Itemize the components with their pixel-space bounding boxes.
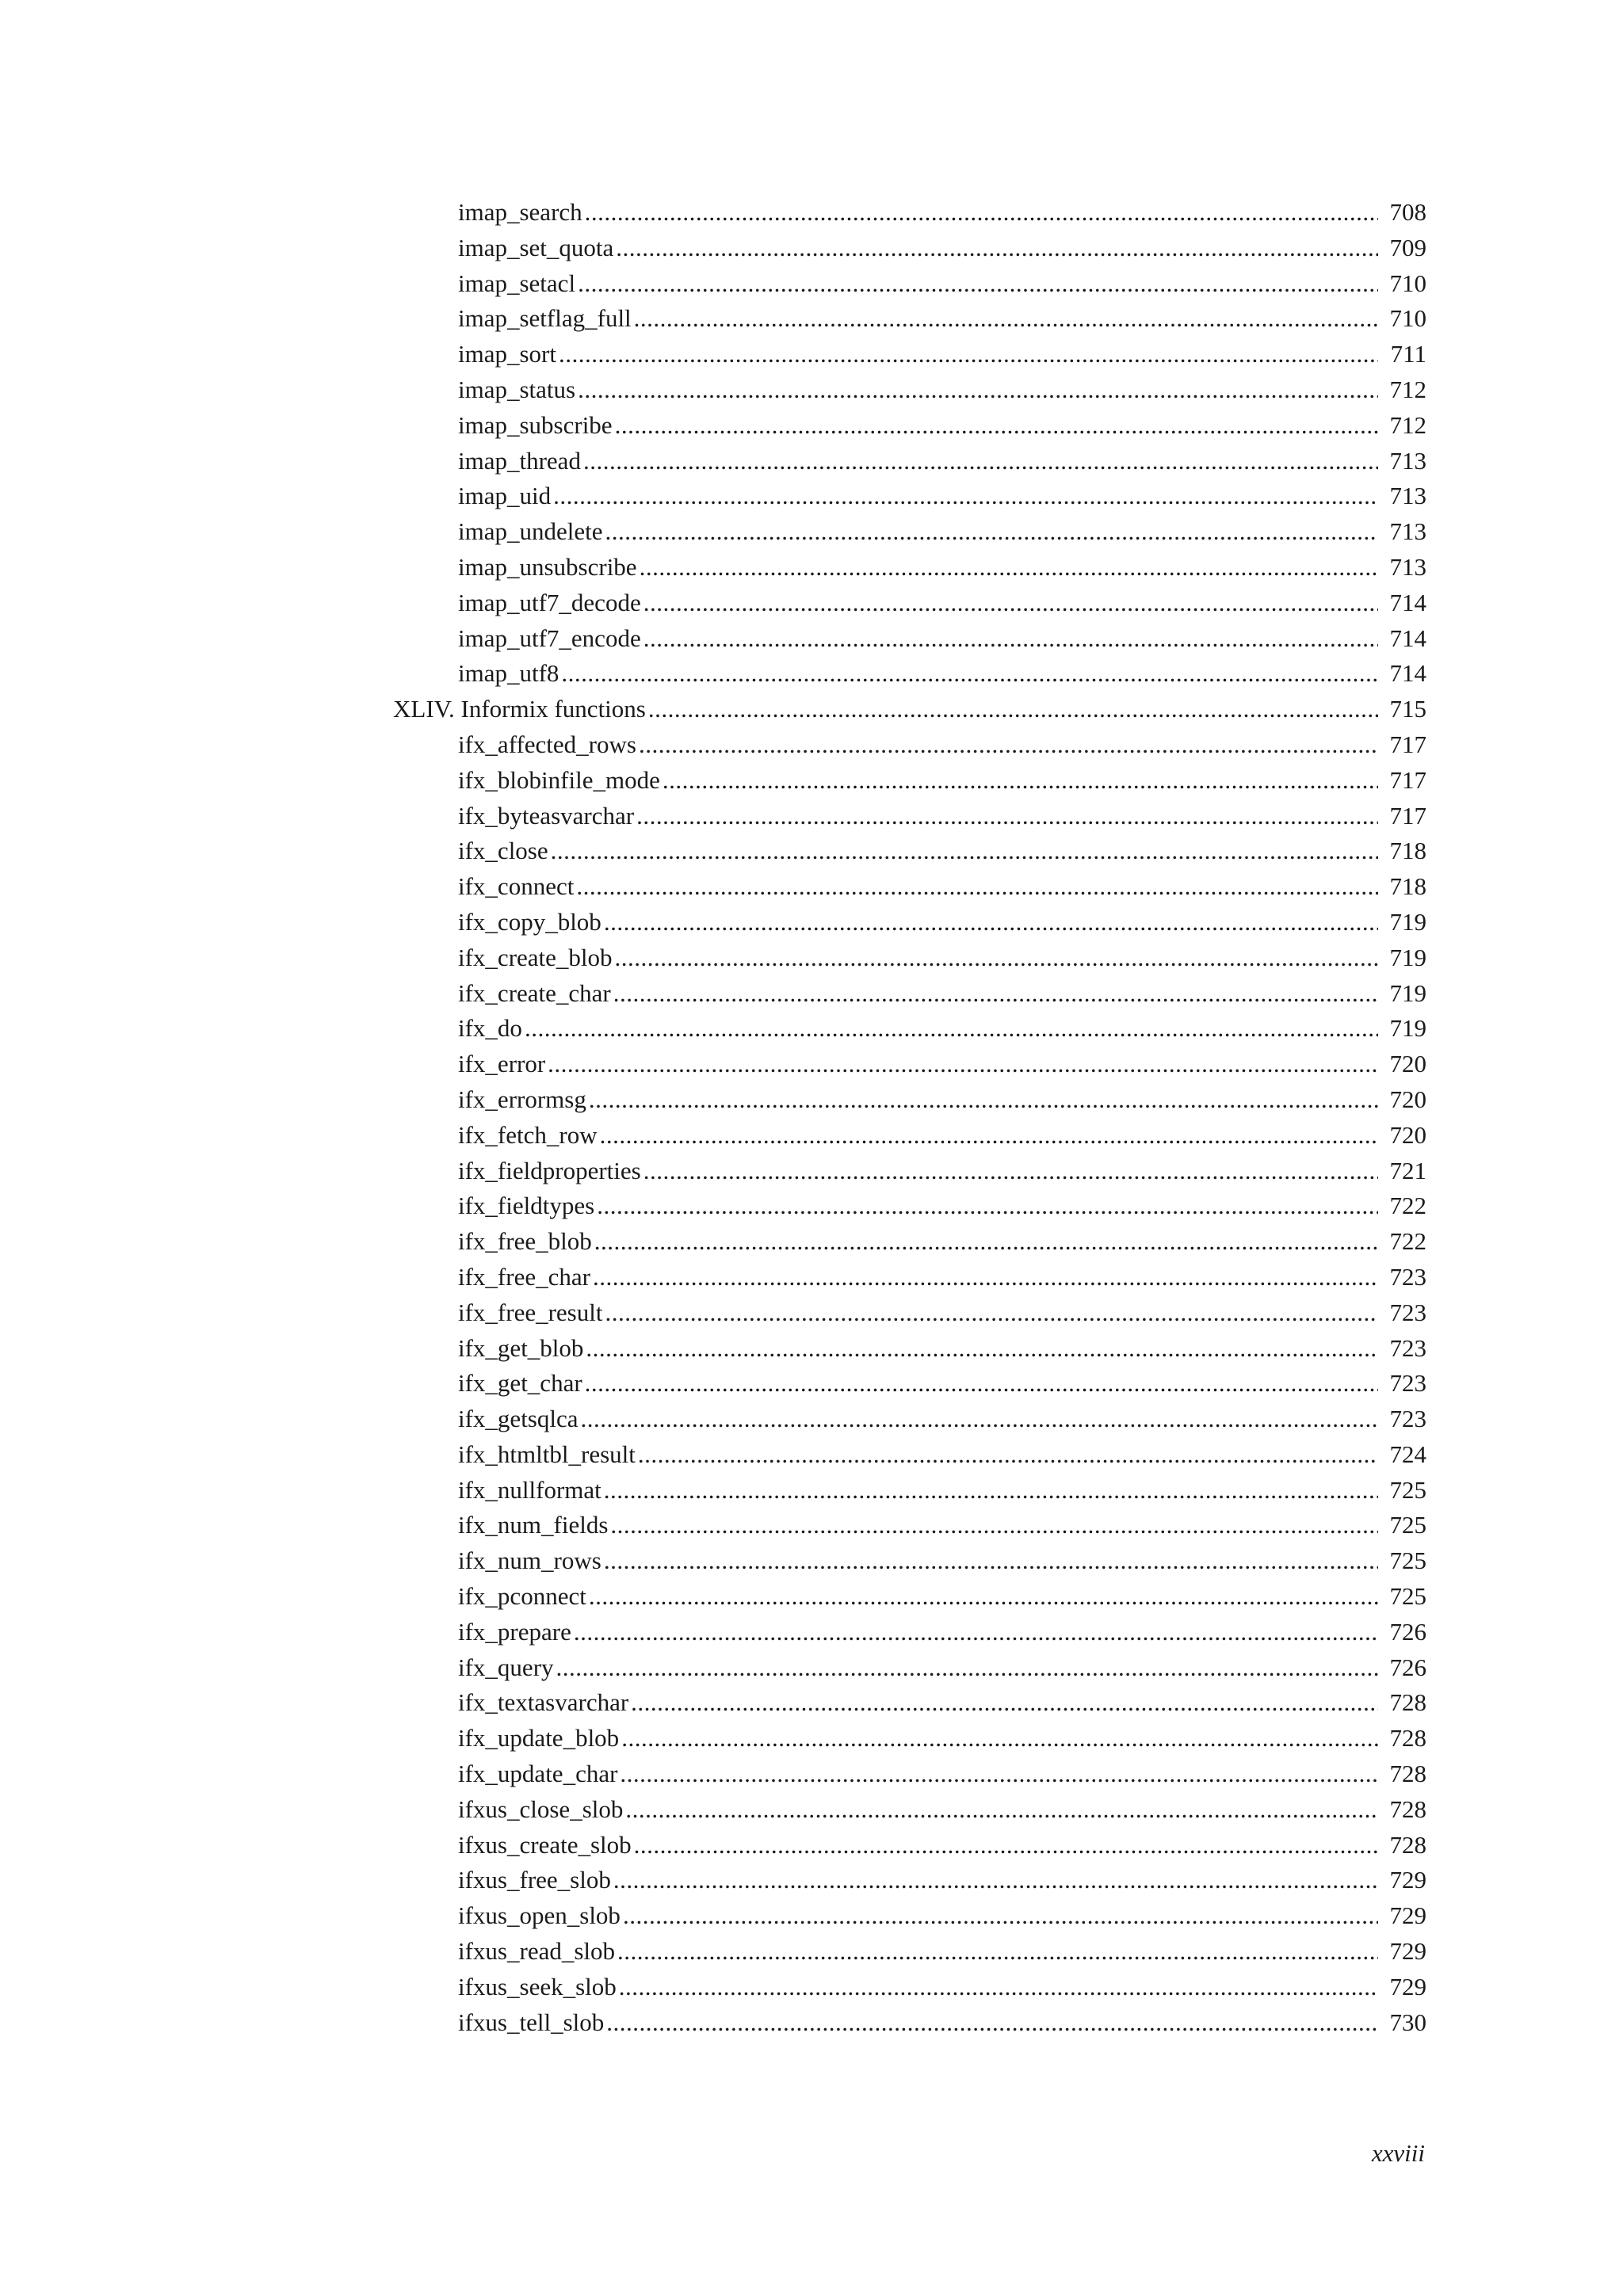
toc-entry-page: 714 bbox=[1389, 659, 1426, 688]
toc-leader-dots bbox=[643, 585, 1378, 621]
toc-entry[interactable] bbox=[0, 1828, 1623, 1863]
toc-leader-dots bbox=[586, 1331, 1378, 1367]
toc-entry-page: 718 bbox=[1389, 872, 1426, 901]
toc-leader-dots bbox=[636, 799, 1378, 834]
toc-entry-label: imap_uid bbox=[458, 482, 552, 510]
page-number: xxviii bbox=[1371, 2139, 1425, 2167]
toc-entry-label: ifx_num_rows bbox=[458, 1547, 601, 1575]
toc-entry[interactable] bbox=[0, 1224, 1623, 1260]
toc-entry-label: ifx_affected_rows bbox=[458, 730, 636, 758]
toc-entry-label: ifx_num_fields bbox=[458, 1511, 609, 1539]
toc-leader-dots bbox=[638, 1437, 1378, 1473]
toc-leader-dots bbox=[613, 976, 1378, 1012]
toc-leader-dots bbox=[578, 372, 1378, 408]
toc-entry-page: 711 bbox=[1390, 340, 1426, 368]
toc-leader-dots bbox=[593, 1260, 1378, 1295]
toc-entry-label: ifxus_tell_slob bbox=[458, 2008, 605, 2036]
toc-leader-dots bbox=[578, 266, 1378, 302]
toc-entry[interactable] bbox=[0, 1118, 1623, 1154]
toc-chapter-entry[interactable] bbox=[0, 692, 1623, 727]
toc-entry-page: 729 bbox=[1389, 1901, 1426, 1930]
toc-leader-dots bbox=[623, 1898, 1378, 1934]
toc-entry-page: 726 bbox=[1389, 1653, 1426, 1681]
toc-leader-dots bbox=[634, 1828, 1378, 1863]
toc-entry-label: ifx_update_char bbox=[458, 1760, 618, 1788]
toc-entry-page: 723 bbox=[1389, 1298, 1426, 1326]
toc-entry[interactable] bbox=[0, 1508, 1623, 1543]
toc-entry[interactable] bbox=[0, 621, 1623, 657]
toc-entry[interactable] bbox=[0, 231, 1623, 266]
toc-entry-page: 719 bbox=[1389, 1014, 1426, 1043]
toc-entry-label: ifx_textasvarchar bbox=[458, 1688, 629, 1717]
toc-entry[interactable] bbox=[0, 1792, 1623, 1828]
toc-entry-page: 719 bbox=[1389, 943, 1426, 971]
toc-entry-label: ifx_close bbox=[458, 837, 548, 865]
toc-entry[interactable] bbox=[0, 1934, 1623, 1970]
toc-entry-label: ifx_free_blob bbox=[458, 1227, 592, 1256]
toc-entry[interactable] bbox=[0, 1615, 1623, 1650]
toc-leader-dots bbox=[559, 337, 1378, 372]
toc-entry[interactable] bbox=[0, 1756, 1623, 1792]
toc-entry-page: 725 bbox=[1389, 1475, 1426, 1504]
toc-entry[interactable] bbox=[0, 1295, 1623, 1331]
toc-entry[interactable] bbox=[0, 550, 1623, 585]
toc-entry-page: 709 bbox=[1389, 233, 1426, 261]
toc-leader-dots bbox=[615, 408, 1378, 444]
toc-leader-dots bbox=[606, 2005, 1378, 2041]
toc-entry-page: 723 bbox=[1389, 1369, 1426, 1398]
toc-leader-dots bbox=[620, 1756, 1378, 1792]
toc-leader-dots bbox=[525, 1011, 1378, 1047]
toc-leader-dots bbox=[585, 1366, 1378, 1402]
toc-entry[interactable] bbox=[0, 763, 1623, 799]
toc-entry-page: 728 bbox=[1389, 1760, 1426, 1788]
toc-entry-page: 728 bbox=[1389, 1724, 1426, 1753]
toc-entry[interactable] bbox=[0, 2005, 1623, 2041]
toc-entry-page: 717 bbox=[1389, 730, 1426, 758]
toc-entry-label: ifx_free_char bbox=[458, 1262, 590, 1291]
toc-entry-label: ifx_fieldtypes bbox=[458, 1192, 595, 1220]
toc-leader-dots bbox=[643, 621, 1378, 657]
toc-entry-label: ifx_do bbox=[458, 1014, 522, 1043]
toc-entry-label: imap_status bbox=[458, 375, 576, 403]
toc-entry[interactable] bbox=[0, 976, 1623, 1012]
toc-entry-page: 712 bbox=[1389, 375, 1426, 403]
toc-entry-page: 714 bbox=[1389, 624, 1426, 652]
toc-entry[interactable] bbox=[0, 372, 1623, 408]
table-of-contents bbox=[0, 195, 1623, 2040]
toc-entry[interactable] bbox=[0, 799, 1623, 834]
toc-entry-page: 722 bbox=[1389, 1227, 1426, 1256]
toc-entry-label: ifxus_free_slob bbox=[458, 1866, 611, 1894]
toc-entry[interactable] bbox=[0, 1543, 1623, 1579]
toc-entry-label: imap_thread bbox=[458, 446, 581, 475]
toc-leader-dots bbox=[589, 1579, 1378, 1615]
toc-entry-label: ifx_prepare bbox=[458, 1617, 571, 1646]
toc-entry[interactable] bbox=[0, 1685, 1623, 1721]
toc-entry[interactable] bbox=[0, 514, 1623, 550]
toc-entry[interactable] bbox=[0, 1402, 1623, 1437]
toc-leader-dots bbox=[594, 1224, 1378, 1260]
toc-entry-label: ifx_copy_blob bbox=[458, 907, 601, 936]
toc-entry[interactable] bbox=[0, 1011, 1623, 1047]
toc-leader-dots bbox=[585, 195, 1378, 231]
toc-entry[interactable] bbox=[0, 195, 1623, 231]
toc-entry[interactable] bbox=[0, 1721, 1623, 1756]
toc-entry-label: ifx_byteasvarchar bbox=[458, 801, 635, 830]
toc-entry-page: 713 bbox=[1389, 482, 1426, 510]
toc-entry[interactable] bbox=[0, 833, 1623, 869]
toc-entry-label: imap_setacl bbox=[458, 269, 576, 297]
toc-leader-dots bbox=[625, 1792, 1378, 1828]
toc-entry-page: 710 bbox=[1389, 304, 1426, 333]
toc-entry[interactable] bbox=[0, 1863, 1623, 1898]
toc-entry[interactable] bbox=[0, 408, 1623, 444]
toc-entry-label: imap_utf8 bbox=[458, 659, 559, 688]
toc-leader-dots bbox=[551, 833, 1378, 869]
toc-entry-page: 725 bbox=[1389, 1511, 1426, 1539]
toc-entry-page: 713 bbox=[1389, 552, 1426, 581]
toc-entry-label: ifx_fetch_row bbox=[458, 1120, 598, 1149]
toc-leader-dots bbox=[605, 1295, 1378, 1331]
toc-leader-dots bbox=[553, 479, 1378, 514]
toc-entry[interactable] bbox=[0, 1437, 1623, 1473]
toc-entry[interactable] bbox=[0, 479, 1623, 514]
toc-entry-label: ifx_create_blob bbox=[458, 943, 613, 971]
toc-leader-dots bbox=[576, 869, 1378, 905]
toc-entry[interactable] bbox=[0, 727, 1623, 763]
toc-entry-page: 723 bbox=[1389, 1262, 1426, 1291]
toc-entry-label: ifx_fieldproperties bbox=[458, 1156, 641, 1184]
toc-entry-label: ifxus_open_slob bbox=[458, 1901, 621, 1930]
toc-leader-dots bbox=[621, 1721, 1378, 1756]
toc-leader-dots bbox=[605, 514, 1379, 550]
toc-entry-label: ifxus_close_slob bbox=[458, 1794, 624, 1823]
toc-entry-label: ifx_get_char bbox=[458, 1369, 582, 1398]
toc-entry-label: imap_utf7_decode bbox=[458, 588, 641, 616]
toc-entry-label: XLIV. Informix functions bbox=[393, 695, 646, 723]
toc-entry[interactable] bbox=[0, 1650, 1623, 1686]
toc-leader-dots bbox=[600, 1118, 1378, 1154]
toc-entry-label: ifx_nullformat bbox=[458, 1475, 601, 1504]
toc-entry-label: ifx_getsqlca bbox=[458, 1405, 579, 1433]
toc-leader-dots bbox=[556, 1650, 1378, 1686]
toc-entry-label: ifx_error bbox=[458, 1050, 546, 1078]
toc-entry[interactable] bbox=[0, 1047, 1623, 1082]
toc-entry-page: 728 bbox=[1389, 1830, 1426, 1859]
toc-leader-dots bbox=[604, 1543, 1378, 1579]
toc-entry-page: 714 bbox=[1389, 588, 1426, 616]
toc-entry-page: 722 bbox=[1389, 1192, 1426, 1220]
toc-entry-page: 720 bbox=[1389, 1120, 1426, 1149]
toc-entry-label: ifx_blobinfile_mode bbox=[458, 765, 660, 794]
toc-entry-label: ifx_free_result bbox=[458, 1298, 603, 1326]
toc-leader-dots bbox=[640, 550, 1378, 585]
toc-leader-dots bbox=[589, 1082, 1378, 1118]
toc-entry[interactable] bbox=[0, 444, 1623, 479]
toc-leader-dots bbox=[634, 301, 1378, 337]
toc-leader-dots bbox=[574, 1615, 1378, 1650]
toc-entry[interactable] bbox=[0, 1331, 1623, 1367]
toc-entry[interactable] bbox=[0, 869, 1623, 905]
toc-leader-dots bbox=[619, 1970, 1378, 2005]
toc-entry[interactable] bbox=[0, 1154, 1623, 1189]
toc-entry[interactable] bbox=[0, 1970, 1623, 2005]
toc-entry-label: ifx_htmltbl_result bbox=[458, 1440, 636, 1468]
toc-entry-page: 729 bbox=[1389, 1972, 1426, 2000]
toc-entry-label: imap_sort bbox=[458, 340, 556, 368]
toc-entry-page: 710 bbox=[1389, 269, 1426, 297]
toc-entry-page: 720 bbox=[1389, 1050, 1426, 1078]
toc-leader-dots bbox=[631, 1685, 1378, 1721]
toc-entry-label: imap_setflag_full bbox=[458, 304, 632, 333]
toc-entry-label: imap_set_quota bbox=[458, 233, 614, 261]
toc-leader-dots bbox=[597, 1188, 1378, 1224]
toc-entry[interactable] bbox=[0, 1898, 1623, 1934]
toc-entry-page: 729 bbox=[1389, 1937, 1426, 1966]
toc-entry-page: 712 bbox=[1389, 410, 1426, 439]
toc-entry-page: 720 bbox=[1389, 1085, 1426, 1113]
toc-leader-dots bbox=[561, 656, 1378, 692]
toc-entry-page: 715 bbox=[1389, 695, 1426, 723]
toc-entry-label: ifx_connect bbox=[458, 872, 575, 901]
toc-leader-dots bbox=[617, 1934, 1378, 1970]
toc-entry[interactable] bbox=[0, 1082, 1623, 1118]
toc-entry-page: 725 bbox=[1389, 1582, 1426, 1611]
toc-entry[interactable] bbox=[0, 585, 1623, 621]
toc-leader-dots bbox=[604, 905, 1378, 940]
toc-entry-page: 728 bbox=[1389, 1794, 1426, 1823]
toc-leader-dots bbox=[663, 763, 1378, 799]
toc-leader-dots bbox=[616, 231, 1378, 266]
toc-entry-page: 708 bbox=[1389, 198, 1426, 226]
toc-entry-page: 721 bbox=[1389, 1156, 1426, 1184]
toc-leader-dots bbox=[613, 1863, 1378, 1898]
toc-entry[interactable] bbox=[0, 1260, 1623, 1295]
toc-entry-label: imap_subscribe bbox=[458, 410, 613, 439]
toc-entry[interactable] bbox=[0, 337, 1623, 372]
toc-entry-label: imap_utf7_encode bbox=[458, 624, 641, 652]
toc-entry[interactable] bbox=[0, 301, 1623, 337]
toc-entry-page: 718 bbox=[1389, 837, 1426, 865]
toc-leader-dots bbox=[648, 692, 1378, 727]
toc-entry[interactable] bbox=[0, 1188, 1623, 1224]
toc-entry-label: imap_search bbox=[458, 198, 582, 226]
toc-entry-label: ifx_update_blob bbox=[458, 1724, 620, 1753]
toc-entry-label: ifx_create_char bbox=[458, 978, 611, 1007]
toc-entry-page: 726 bbox=[1389, 1617, 1426, 1646]
toc-leader-dots bbox=[583, 444, 1378, 479]
toc-leader-dots bbox=[581, 1402, 1378, 1437]
toc-entry[interactable] bbox=[0, 940, 1623, 976]
toc-entry-page: 729 bbox=[1389, 1866, 1426, 1894]
toc-entry[interactable] bbox=[0, 266, 1623, 302]
toc-entry[interactable] bbox=[0, 1579, 1623, 1615]
toc-entry-label: ifxus_read_slob bbox=[458, 1937, 616, 1966]
toc-entry-page: 717 bbox=[1389, 801, 1426, 830]
toc-entry-label: ifx_pconnect bbox=[458, 1582, 586, 1611]
toc-entry-page: 713 bbox=[1389, 446, 1426, 475]
toc-entry-label: imap_undelete bbox=[458, 517, 603, 546]
toc-entry-page: 728 bbox=[1389, 1688, 1426, 1717]
toc-leader-dots bbox=[548, 1047, 1378, 1082]
toc-entry-page: 719 bbox=[1389, 978, 1426, 1007]
toc-leader-dots bbox=[639, 727, 1378, 763]
toc-entry-page: 713 bbox=[1389, 517, 1426, 546]
toc-entry[interactable] bbox=[0, 905, 1623, 940]
toc-leader-dots bbox=[610, 1508, 1378, 1543]
toc-entry[interactable] bbox=[0, 1366, 1623, 1402]
toc-entry-page: 723 bbox=[1389, 1333, 1426, 1362]
toc-leader-dots bbox=[604, 1473, 1378, 1508]
toc-entry-label: imap_unsubscribe bbox=[458, 552, 637, 581]
toc-entry-label: ifxus_seek_slob bbox=[458, 1972, 617, 2000]
toc-entry-page: 730 bbox=[1389, 2008, 1426, 2036]
toc-entry-label: ifxus_create_slob bbox=[458, 1830, 632, 1859]
toc-entry-label: ifx_get_blob bbox=[458, 1333, 584, 1362]
toc-entry-label: ifx_errormsg bbox=[458, 1085, 586, 1113]
toc-entry-page: 723 bbox=[1389, 1405, 1426, 1433]
toc-entry-page: 717 bbox=[1389, 765, 1426, 794]
toc-entry[interactable] bbox=[0, 1473, 1623, 1508]
toc-entry-page: 725 bbox=[1389, 1547, 1426, 1575]
toc-entry[interactable] bbox=[0, 656, 1623, 692]
toc-entry-page: 719 bbox=[1389, 907, 1426, 936]
toc-leader-dots bbox=[615, 940, 1378, 976]
toc-leader-dots bbox=[643, 1154, 1378, 1189]
toc-entry-label: ifx_query bbox=[458, 1653, 554, 1681]
toc-entry-page: 724 bbox=[1389, 1440, 1426, 1468]
